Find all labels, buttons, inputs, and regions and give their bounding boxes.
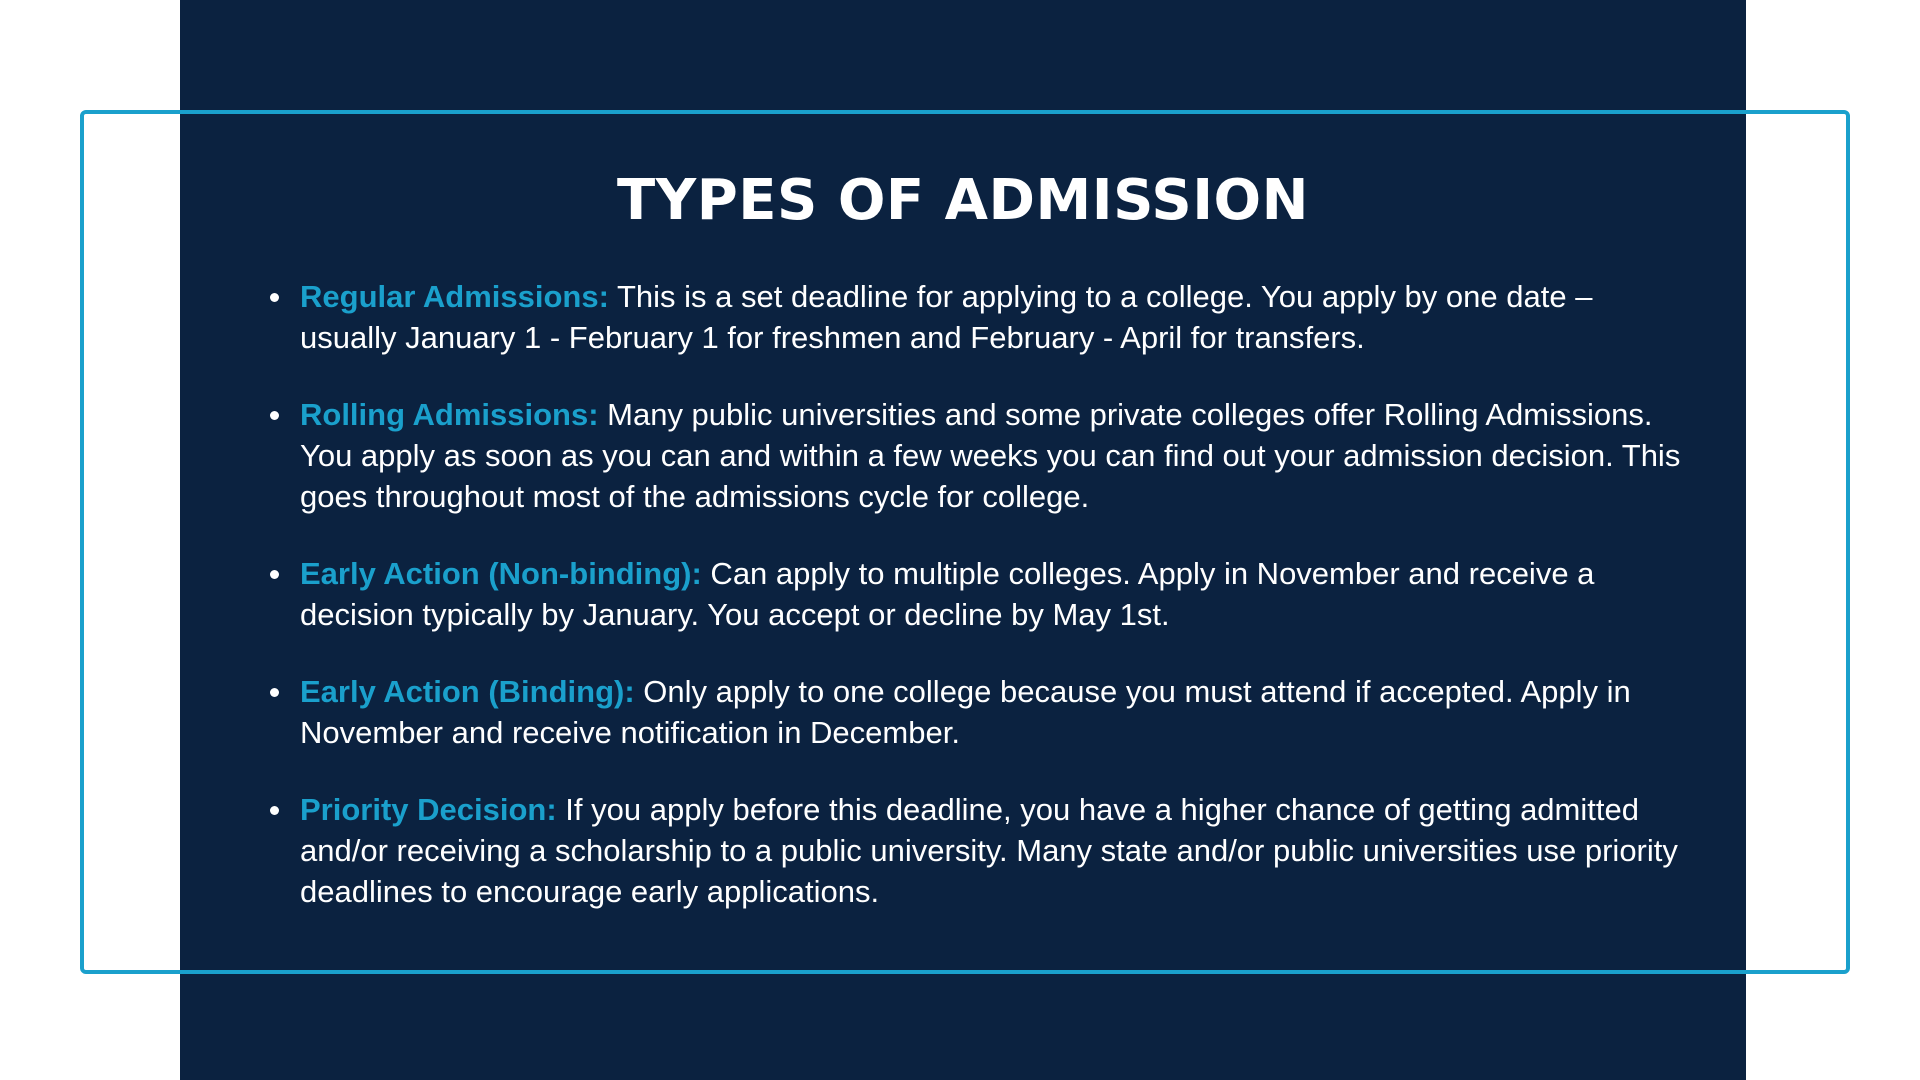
list-item-early-action-binding [266, 671, 1696, 753]
item-term: Early Action (Non-binding): [300, 556, 702, 591]
bullet-icon [270, 688, 279, 697]
list-item-priority-decision [266, 789, 1696, 912]
item-term: Priority Decision: [300, 792, 557, 827]
item-term: Early Action (Binding): [300, 674, 635, 709]
bullet-icon [270, 806, 279, 815]
item-term: Regular Admissions: [300, 279, 609, 314]
bullet-icon [270, 293, 279, 302]
item-description: This is a set deadline for applying to a college. You apply by one date – usually January 1 - February 1 for freshmen and February - April for transfers. [300, 279, 1593, 355]
item-description: Only apply to one college because you must attend if accepted. Apply in November and receive notification in December. [300, 674, 1631, 750]
bullet-icon [270, 570, 279, 579]
bullet-icon [270, 411, 279, 420]
page-title: TYPES OF ADMISSION [616, 168, 1310, 233]
list-item-early-action-non-binding [266, 553, 1696, 635]
item-description: Many public universities and some private colleges offer Rolling Admissions. You apply as soon as you can and within a few weeks you can find out your admission decision. This goes throughout most of the admissions cycle for college. [300, 397, 1681, 514]
admission-types-list [266, 276, 1696, 948]
list-item-regular-admissions [266, 276, 1696, 358]
list-item-rolling-admissions [266, 394, 1696, 517]
item-term: Rolling Admissions: [300, 397, 599, 432]
item-description: If you apply before this deadline, you have a higher chance of getting admitted and/or receiving a scholarship to a public university. Many state and/or public universities use priority deadlines to encourage early applications. [300, 792, 1678, 909]
item-description: Can apply to multiple colleges. Apply in November and receive a decision typically by January. You accept or decline by May 1st. [300, 556, 1595, 632]
